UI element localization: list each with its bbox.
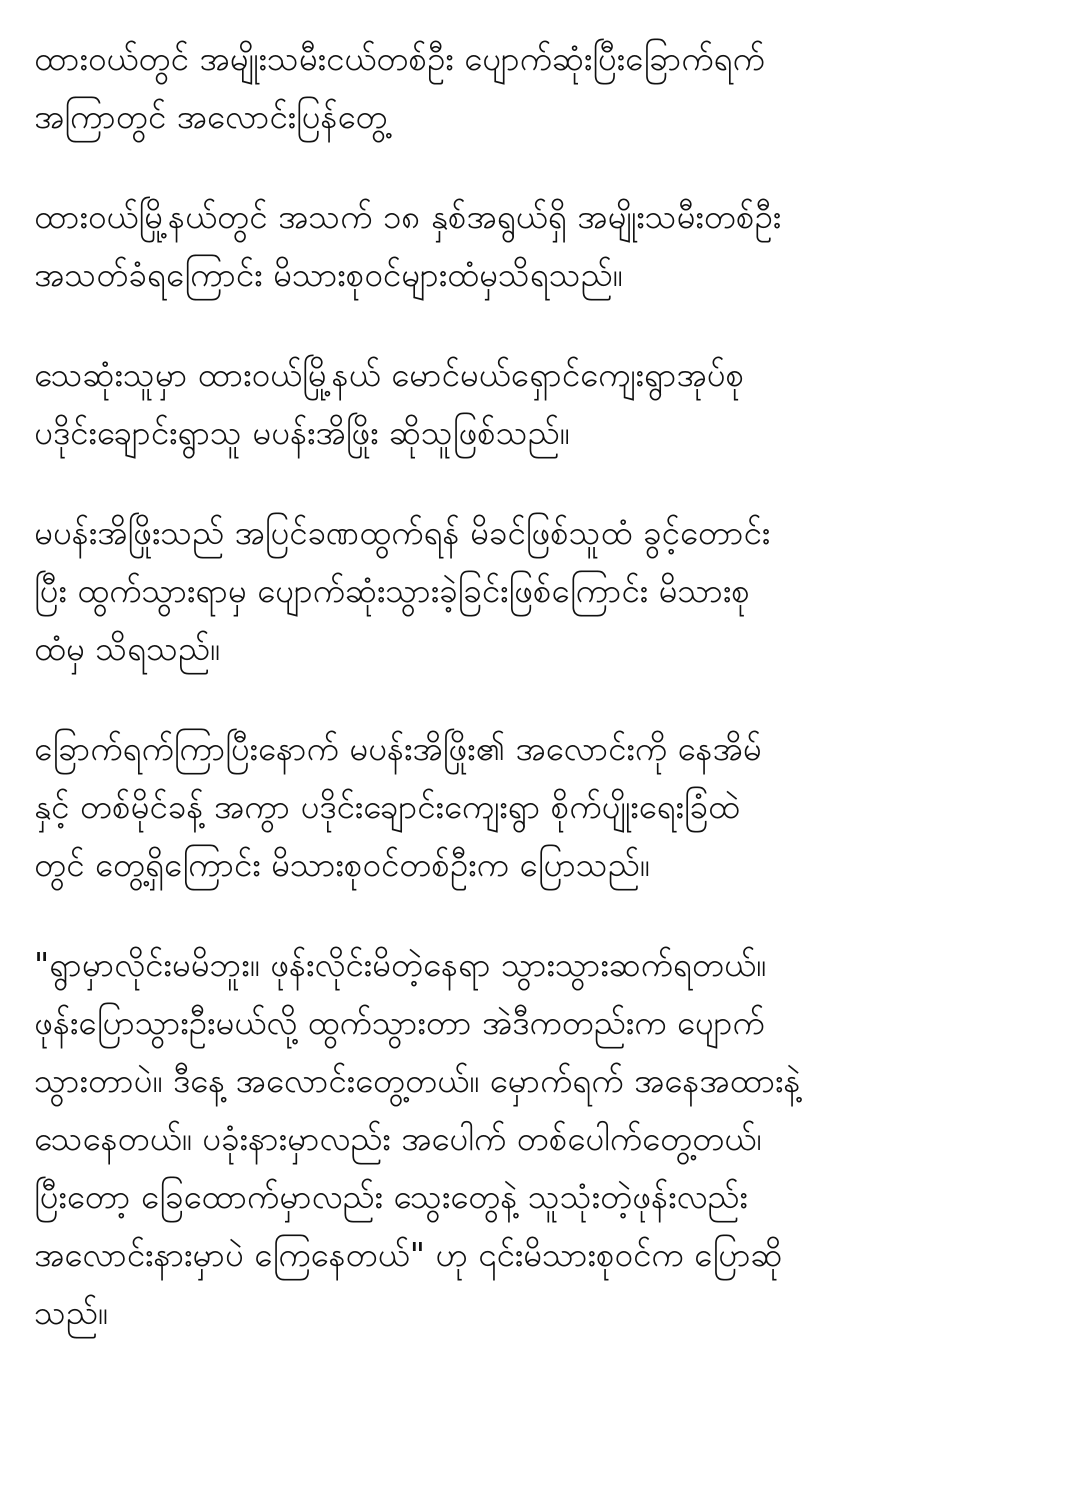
text-line: မပန်းအိဖြိုးသည် အပြင်ခဏထွက်ရန် မိခင်ဖြစ်သူထံ ခွင့်တောင်း <box>34 513 771 552</box>
text-line: ထားဝယ်မြို့နယ်တွင် အသက် ၁၈ နှစ်အရွယ်ရှိ အမျိုးသမီးတစ်ဦး <box>34 197 782 236</box>
paragraph <box>34 188 1054 304</box>
text-line: အသတ်ခံရကြောင်း မိသားစုဝင်များထံမှသိရသည်။ <box>34 255 623 294</box>
text-line: အကြာတွင် အလောင်းပြန်တွေ့ <box>34 97 388 136</box>
text-line: ပဒိုင်းချောင်းရွာသူ မပန်းအိဖြိုး ဆိုသူဖြစ်သည်။ <box>34 413 570 452</box>
text-line: ထံမှ သိရသည်။ <box>34 629 220 668</box>
text-line: ပြီးတော့ ခြေထောက်မှာလည်း သွေးတွေနဲ့ သူသုံးတဲ့ဖုန်းလည်း <box>34 1177 748 1216</box>
text-line: ဖုန်းပြောသွားဦးမယ်လို့ ထွက်သွားတာ အဲဒီကတည်းက ပျောက် <box>34 1003 765 1042</box>
headline-paragraph <box>34 30 1054 146</box>
text-line: ပြီး ထွက်သွားရာမှ ပျောက်ဆုံးသွားခဲ့ခြင်းဖြစ်ကြောင်း မိသားစု <box>34 571 750 610</box>
paragraph <box>34 346 1054 462</box>
text-line: နှင့် တစ်မိုင်ခန့် အကွာ ပဒိုင်းချောင်းကျေးရွာ စိုက်ပျိုးရေးခြံထဲ <box>34 787 740 826</box>
text-line: ခြောက်ရက်ကြာပြီးနောက် မပန်းအိဖြိုး၏ အလောင်းကို နေအိမ် <box>34 729 762 768</box>
text-line: သွားတာပဲ။ ဒီနေ့ အလောင်းတွေ့တယ်။ မှောက်ရက် အနေအထားနဲ့ <box>34 1061 801 1100</box>
text-line: တွင် တွေ့ရှိကြောင်း မိသားစုဝင်တစ်ဦးက ပြောသည်။ <box>34 845 650 884</box>
quote-paragraph <box>34 936 1054 1342</box>
paragraph <box>34 720 1054 894</box>
text-line: သေဆုံးသူမှာ ထားဝယ်မြို့နယ် မောင်မယ်ရှောင်ကျေးရွာအုပ်စု <box>34 355 745 394</box>
text-line: သေနေတယ်။ ပခုံးနားမှာလည်း အပေါက် တစ်ပေါက်တွေ့တယ်၊ <box>34 1119 762 1158</box>
paragraph <box>34 504 1054 678</box>
text-line: ထားဝယ်တွင် အမျိုးသမီးငယ်တစ်ဦး ပျောက်ဆုံးပြီးခြောက်ရက် <box>34 39 765 78</box>
text-line: သည်။ <box>34 1293 108 1332</box>
text-line: အလောင်းနားမှာပဲ ကြေနေတယ်" ဟု ၎င်းမိသားစုဝင်က ပြောဆို <box>34 1235 783 1274</box>
article-body <box>34 30 1054 1384</box>
text-line: "ရွာမှာလိုင်းမမိဘူး။ ဖုန်းလိုင်းမိတဲ့နေရာ သွားသွားဆက်ရတယ်။ <box>34 945 766 984</box>
